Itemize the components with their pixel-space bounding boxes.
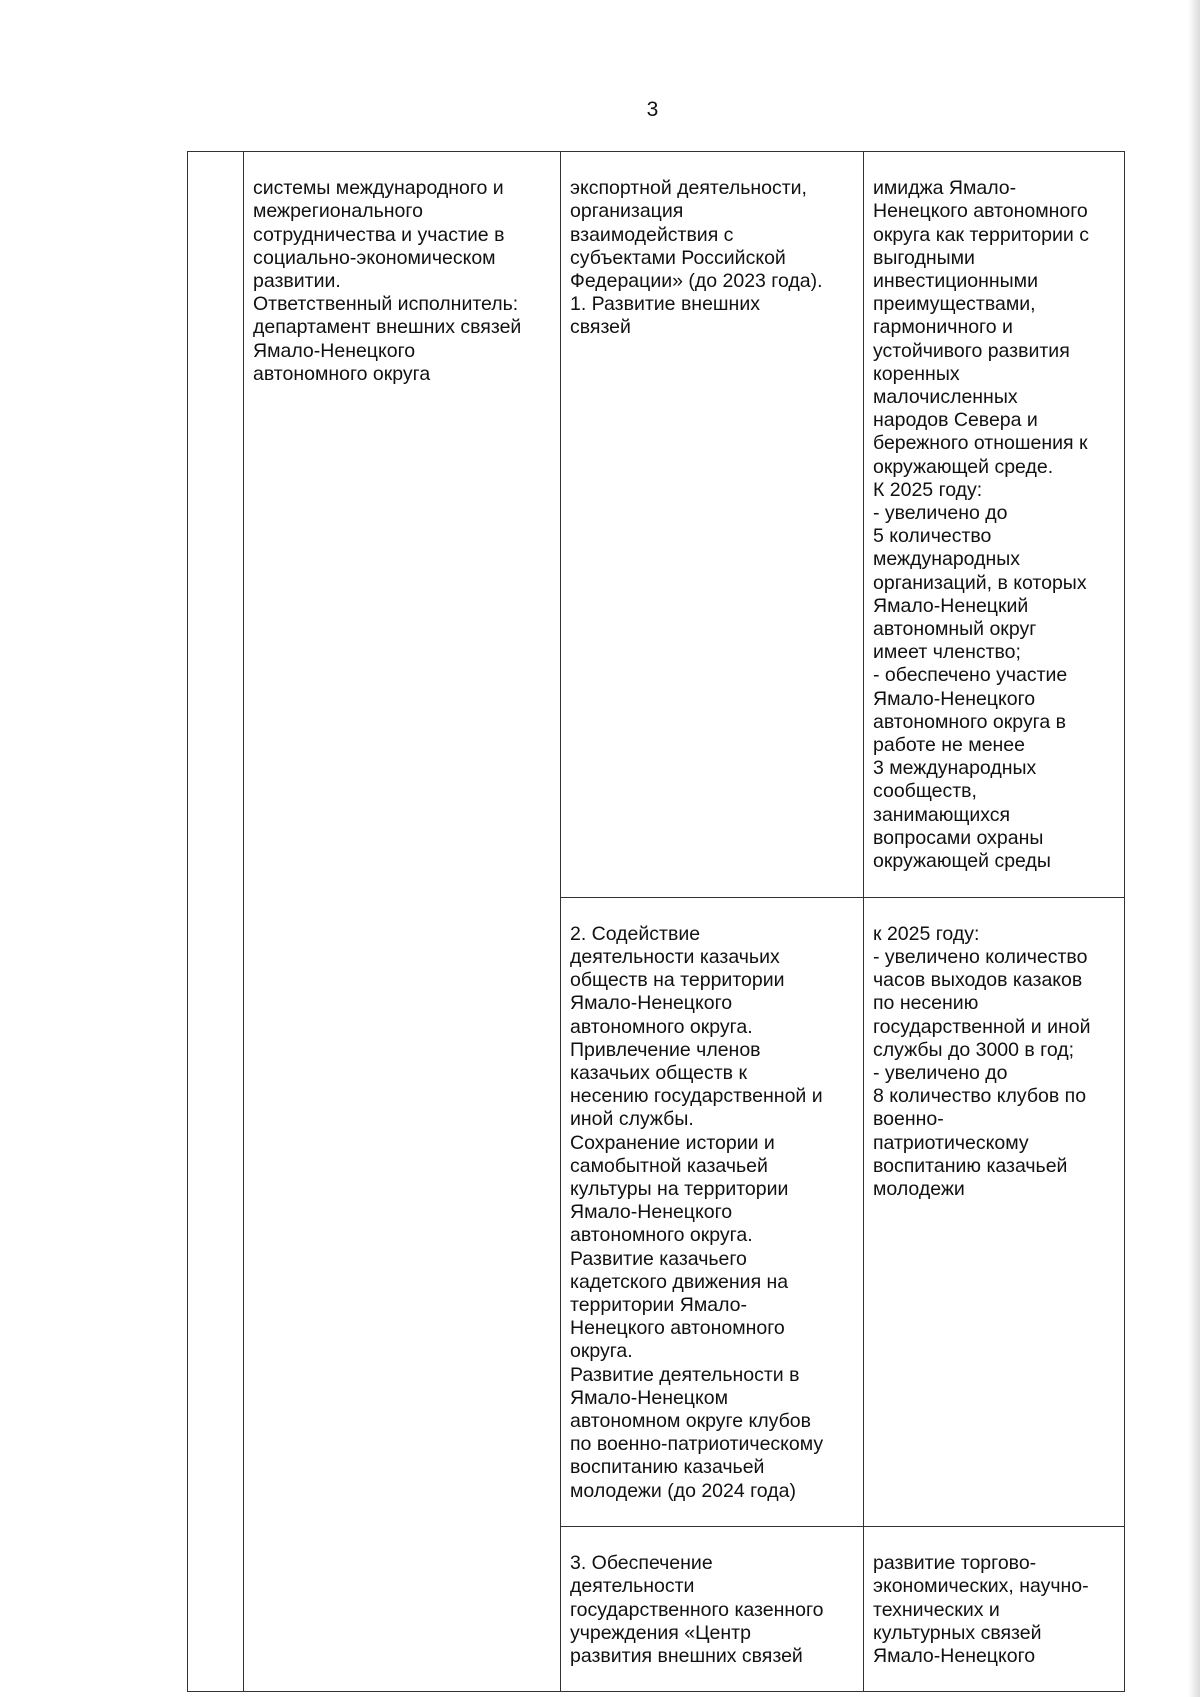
- project-cell-text: экспортной деятельности, организация взаимодействия с субъектами Российской Федерации» (до 2023 года). 1. Развитие внешних связей: [570, 177, 823, 339]
- project-cell: [561, 1526, 864, 1691]
- scan-edge-shadow: [1188, 0, 1200, 1697]
- result-cell-text: имиджа Ямало- Ненецкого автономного округа как территории с выгодными инвестиционными преимуществами, гармоничного и устойчивого развития коренных малочисленных народов Севера и бережного отношения к окружающей среде. К 2025 году: - увеличено до 5 количество международных организаций, в которых Ямало-Ненецкий автономный округ имеет членство; - обеспечено участие Ямало-Ненецкого автономного округа в работе не менее 3 международных сообществ, занимающихся вопросами охраны окружающей среды: [873, 177, 1089, 873]
- project-cell: [561, 152, 864, 898]
- result-cell-text: развитие торгово- экономических, научно- технических и культурных связей Ямало-Ненецкого: [873, 1552, 1089, 1667]
- page-number: 3: [646, 98, 659, 121]
- project-cell-text: 3. Обеспечение деятельности государственного казенного учреждения «Центр развития внешних связей: [570, 1552, 824, 1667]
- task-cell: [244, 152, 561, 1692]
- result-cell: [864, 152, 1125, 898]
- project-cell: [561, 897, 864, 1526]
- result-cell: [864, 897, 1125, 1526]
- task-cell-text: системы международного и межрегионального сотрудничества и участие в социально-экономическом развитии. Ответственный исполнитель: департамент внешних связей Ямало-Ненецкого автономного округа: [253, 177, 522, 385]
- result-cell-text: к 2025 году: - увеличено количество часов выходов казаков по несению государственной и иной службы до 3000 в год; - увеличено до 8 количество клубов по военно- патриотическому воспитанию казачьей молодежи: [873, 922, 1091, 1200]
- project-cell-text: 2. Содействие деятельности казачьих обществ на территории Ямало-Ненецкого автономного округа. Привлечение членов казачьих обществ к несению государственной и иной службы. Сохранение истории и самобытной казачьей культуры на территории Ямало-Ненецкого автономного округа. Развитие казачьего кадетского движения на территории Ямало- Ненецкого автономного округа. Развитие деятельности в Ямало-Ненецком автономном округе клубов по военно-патриотическому воспитанию казачьей молодежи (до 2024 года): [570, 922, 824, 1502]
- program-table: [187, 151, 1125, 1692]
- number-cell: [188, 152, 244, 1692]
- table-row: [188, 152, 1125, 898]
- result-cell: [864, 1526, 1125, 1691]
